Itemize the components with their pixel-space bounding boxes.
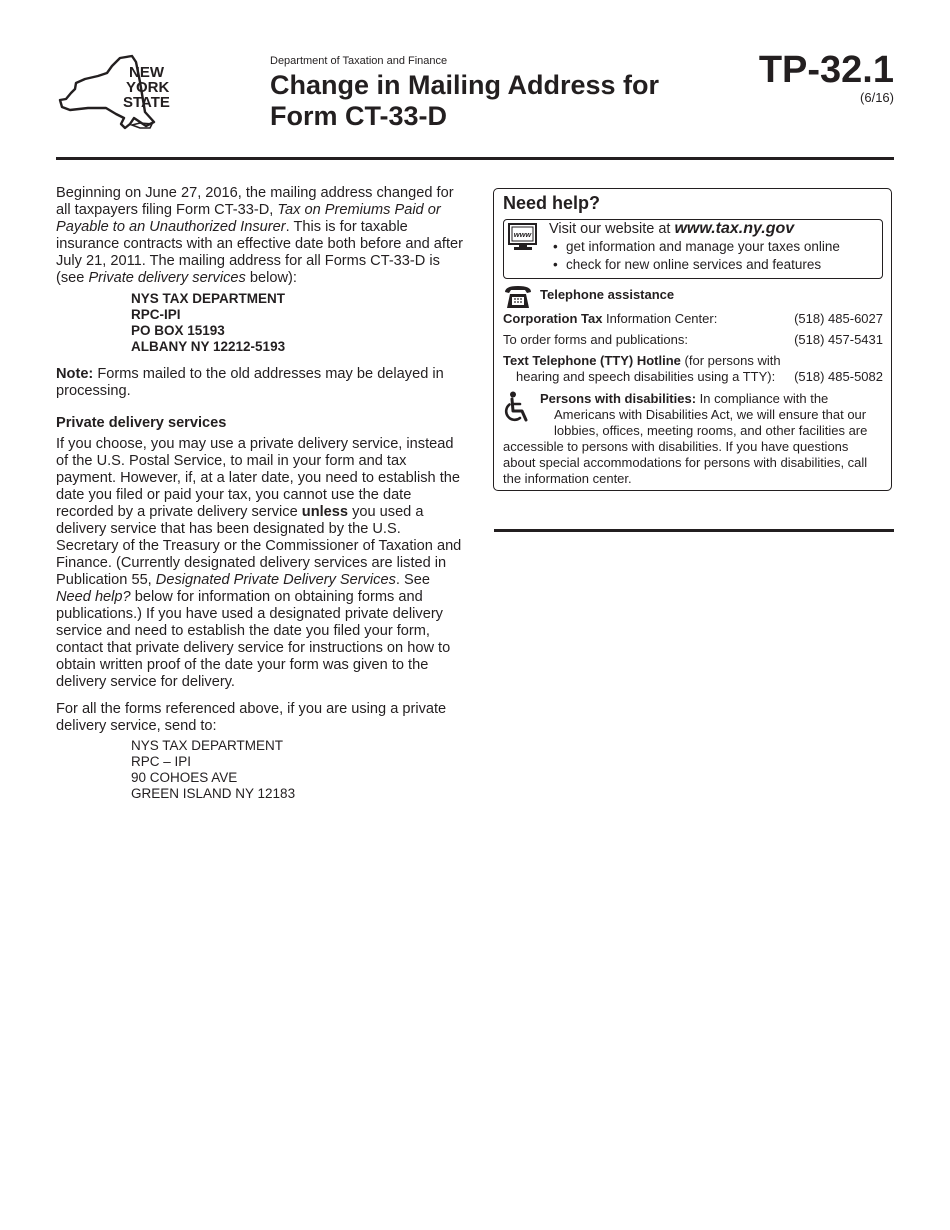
address-line: NYS TAX DEPARTMENT xyxy=(131,738,284,753)
page-title xyxy=(270,70,740,132)
disabilities-paragraph: Persons with disabilities: In compliance with the Americans with Disabilities Act, we will ensure that our lobbies, offices, meeting rooms, and other facilities are accessible to persons with disabilities. If you have questions about special accommodations for persons with disabilities, call the information center. xyxy=(503,391,868,486)
left-column xyxy=(56,185,464,802)
department-name: Department of Taxation and Finance xyxy=(270,55,448,67)
need-help-title: Need help? xyxy=(503,193,601,213)
tty-row: Text Telephone (TTY) Hotline (for persons with hearing and speech disabilities using a TTY): (518) 485-5082 xyxy=(503,353,883,384)
new-york-state-map-icon xyxy=(54,52,184,134)
logo-text-new: NEW xyxy=(129,64,164,81)
wheelchair-icon xyxy=(503,391,533,427)
telephone-assistance xyxy=(503,285,883,311)
website-link[interactable]: www.tax.ny.gov xyxy=(674,220,795,237)
address-line: GREEN ISLAND NY 12183 xyxy=(131,786,296,801)
corporation-tax-row: Corporation Tax Information Center: (518) 485-6027 xyxy=(503,311,883,326)
intro-paragraph: Beginning on June 27, 2016, the mailing address changed for all taxpayers filing Form CT-33-D, Tax on Premiums Paid or Payable to an Unauthorized Insurer. This is for taxable insurance contracts with an effective date both before and after July 21, 2011. The mailing address for all Forms CT-33-D is (see Private delivery services below): xyxy=(56,185,463,286)
private-delivery-heading: Private delivery services xyxy=(56,415,227,431)
right-column-divider xyxy=(494,529,894,532)
mailing-address xyxy=(131,291,464,355)
tty-phone: (518) 485-5082 xyxy=(794,369,883,384)
address-line: PO BOX 15193 xyxy=(131,323,225,338)
private-delivery-paragraph: If you choose, you may use a private delivery service, instead of the U.S. Postal Service, to mail in your form and tax payment. However, if, at a later date, you need to establish the date you filed or paid your tax, you cannot use the date recorded by a private delivery service unless you used a delivery service that has been designated by the U.S. Secretary of the Treasury or the Commissioner of Taxation and Finance. (Currently designated delivery services are listed in Publication 55, Designated Private Delivery Services. See Need help? below for information on obtaining forms and publications.) If you have used a designated private delivery service and need to establish the date you filed your form, contact that private delivery service for instructions on how to obtain written proof of the date your form was given to the delivery service for delivery. xyxy=(56,436,462,690)
list-item: • get information and manage your taxes online xyxy=(553,239,840,254)
form-revision: (6/16) xyxy=(860,90,894,105)
address-line: NYS TAX DEPARTMENT xyxy=(131,291,286,306)
list-item: • check for new online services and features xyxy=(553,257,822,272)
website-bullets xyxy=(549,238,882,274)
need-help-box xyxy=(493,188,892,491)
note-paragraph: Note: Forms mailed to the old addresses may be delayed in processing. xyxy=(56,366,444,399)
website-line: Visit our website at www.tax.ny.gov xyxy=(549,220,795,237)
private-delivery-address xyxy=(131,738,464,802)
logo-text-york: YORK xyxy=(126,79,170,96)
address-line: RPC – IPI xyxy=(131,754,192,769)
telephone-assistance-heading: Telephone assistance xyxy=(540,287,675,302)
corporation-tax-phone: (518) 485-6027 xyxy=(794,311,883,326)
send-to-paragraph: For all the forms referenced above, if you are using a private delivery service, send to: xyxy=(56,701,447,734)
form-number: TP-32.1 xyxy=(758,49,894,91)
website-box xyxy=(503,219,883,279)
nys-logo xyxy=(54,52,184,134)
header-divider xyxy=(56,157,894,160)
order-forms-row: To order forms and publications: (518) 457-5431 xyxy=(503,332,883,347)
title-line-1: Change in Mailing Address for xyxy=(270,70,660,100)
www-icon-label: www xyxy=(513,230,532,239)
title-line-2: Form CT-33-D xyxy=(270,101,448,131)
address-line: 90 COHOES AVE xyxy=(131,770,238,785)
order-forms-phone: (518) 457-5431 xyxy=(794,332,883,347)
telephone-icon xyxy=(503,284,533,314)
logo-text-state: STATE xyxy=(123,94,170,111)
address-line: RPC-IPI xyxy=(131,307,181,322)
computer-icon xyxy=(508,223,538,255)
address-line: ALBANY NY 12212-5193 xyxy=(131,339,286,354)
